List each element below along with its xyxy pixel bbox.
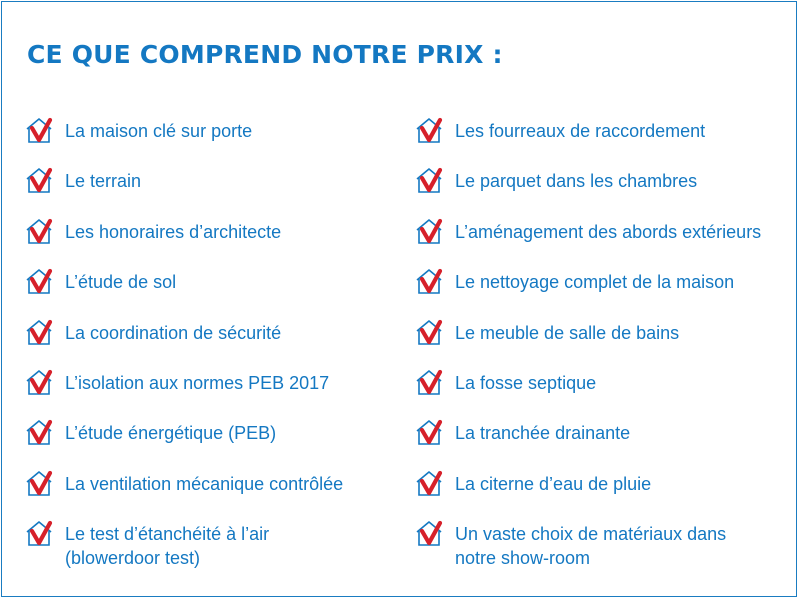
house-check-icon [416,116,446,144]
list-item [26,522,269,570]
list-item-label: La ventilation mécanique contrôlée [65,473,344,494]
house-check-icon [26,519,56,547]
list-item-line: Le test d’étanchéité à l’air [65,524,270,545]
list-item-line: notre show-room [455,548,591,569]
house-check-icon [26,418,56,446]
list-item [26,421,276,446]
list-item [416,119,705,144]
list-item-label: Les honoraires d’architecte [65,221,282,242]
list-item [26,220,281,245]
list-item-label: La maison clé sur porte [65,121,253,141]
price-inclusions-panel [1,1,797,597]
house-check-icon [26,267,56,295]
house-check-icon [26,368,56,396]
list-item-label: Le terrain [65,171,142,192]
list-item-label: La fosse septique [455,373,597,393]
house-check-icon [26,318,56,346]
house-check-icon [416,418,446,446]
list-item-label: L’aménagement des abords extérieurs [455,221,762,242]
list-item [26,371,329,396]
list-item [26,119,252,144]
house-check-icon [416,166,446,194]
list-item-line: (blowerdoor test) [65,548,201,569]
list-item [26,169,141,194]
page-title: CE QUE COMPREND NOTRE PRIX : [27,40,503,69]
list-item-label: Les fourreaux de raccordement [455,121,706,141]
list-item-label: Le parquet dans les chambres [455,171,698,192]
house-check-icon [416,267,446,295]
list-item-label: La tranchée drainante [455,423,631,444]
house-check-icon [26,116,56,144]
house-check-icon [26,469,56,497]
list-item-label [65,522,269,570]
list-item-label: L’isolation aux normes PEB 2017 [65,373,330,393]
list-item-label: L’étude de sol [65,272,177,293]
list-item-label [455,522,726,570]
list-item-label: Le nettoyage complet de la maison [455,272,735,293]
list-item-label: Le meuble de salle de bains [455,322,680,343]
list-item [26,472,343,497]
list-item [416,421,630,446]
house-check-icon [416,519,446,547]
house-check-icon [26,217,56,245]
list-item [416,522,726,570]
house-check-icon [416,469,446,497]
list-item-label: L’étude énergétique (PEB) [65,423,277,444]
house-check-icon [416,217,446,245]
list-item-label: La coordination de sécurité [65,322,282,343]
list-item-line: Un vaste choix de matériaux dans [455,524,727,545]
list-item [416,472,651,497]
list-item [416,169,697,194]
list-item [416,220,761,245]
house-check-icon [416,368,446,396]
list-item [416,270,734,295]
house-check-icon [26,166,56,194]
list-item [416,321,679,346]
list-item-label: La citerne d’eau de pluie [455,473,652,494]
list-item [26,321,281,346]
house-check-icon [416,318,446,346]
list-item [26,270,176,295]
list-item [416,371,596,396]
